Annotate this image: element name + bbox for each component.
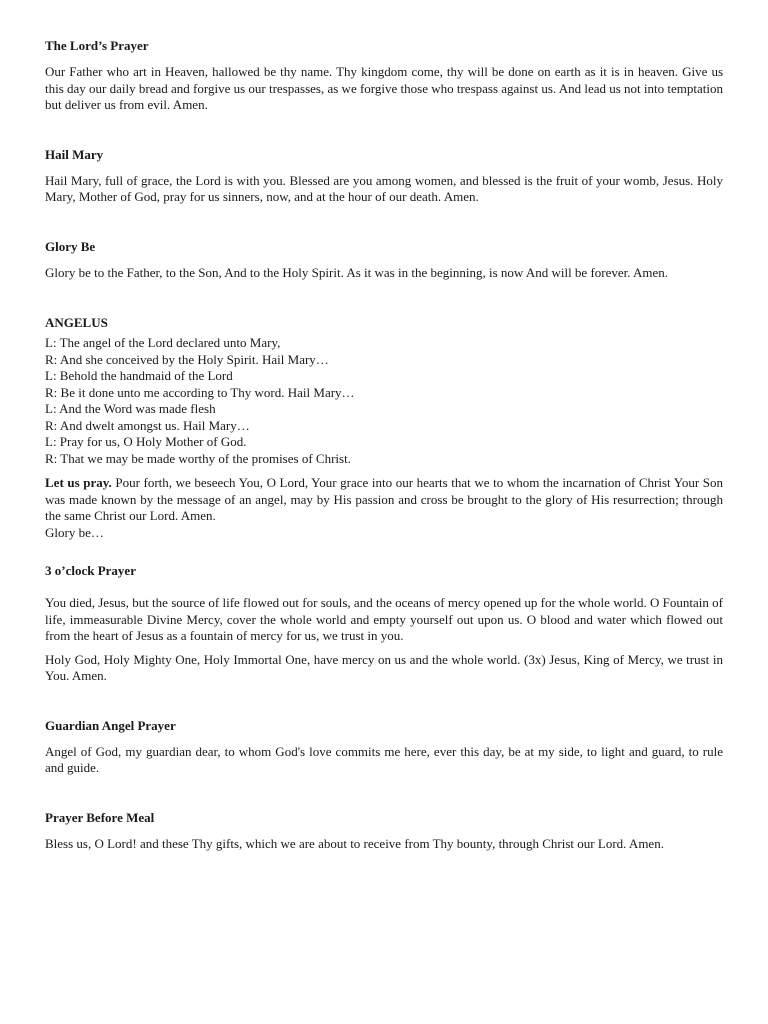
prayer-text: Hail Mary, full of grace, the Lord is with you. Blessed are you among women, and blessed is the fruit of your womb, Jesus. Holy Mary, Mother of God, pray for us sinners, now, and at the hour of our death. Amen. — [45, 172, 723, 204]
angelus-closing: Glory be… — [45, 524, 104, 540]
prayer-text: Glory be to the Father, to the Son, And to the Holy Spirit. As it was in the beginning, is now And will be forever. Amen. — [45, 264, 669, 280]
prayer-text: Our Father who art in Heaven, hallowed be thy name. Thy kingdom come, thy will be done on earth as it is in heaven. Give us this day our daily bread and forgive us our trespasses, as we forgive those who trespass against us. And lead us not into temptation but deliver us from evil. Amen. — [45, 64, 723, 112]
section-title: Glory Be — [45, 238, 96, 254]
section-title: Hail Mary — [45, 146, 104, 162]
prayer-text: You died, Jesus, but the source of life flowed out for souls, and the oceans of mercy opened up for the whole world. O Fountain of life, immeasurable Divine Mercy, cover the whole world and empty yourself out upon us. O blood and water which flowed out from the heart of Jesus as a fountain of mercy for us, we trust in you. — [45, 595, 723, 643]
section-prayer-before-meal — [45, 810, 723, 853]
angelus-line: L: The angel of the Lord declared unto Mary, — [45, 335, 281, 350]
angelus-line: R: Be it done unto me according to Thy word. Hail Mary… — [45, 384, 355, 400]
angelus-prayer-body: Pour forth, we beseech You, O Lord, Your grace into our hearts that we to whom the incarnation of Christ Your Son was made known by the message of an angel, may by His passion and cross be brought to the glory of His resurrection; through the same Christ our Lord. Amen. — [45, 475, 724, 523]
angelus-line: R: And dwelt amongst us. Hail Mary… — [45, 417, 250, 433]
angelus-line: L: Behold the handmaid of the Lord — [45, 368, 233, 383]
prayer-text: Bless us, O Lord! and these Thy gifts, which we are about to receive from Thy bounty, through Christ our Lord. Amen. — [45, 835, 664, 851]
angelus-line: L: And the Word was made flesh — [45, 401, 216, 416]
document-page — [45, 38, 723, 852]
section-title: Guardian Angel Prayer — [45, 717, 176, 733]
section-glory-be — [45, 239, 723, 282]
section-title: The Lord’s Prayer — [45, 38, 149, 53]
angelus-line: R: That we may be made worthy of the promises of Christ. — [45, 450, 351, 466]
angelus-prayer-text — [45, 475, 723, 525]
section-title: 3 o’clock Prayer — [45, 563, 136, 578]
angelus-line: L: Pray for us, O Holy Mother of God. — [45, 434, 247, 449]
prayer-text: Holy God, Holy Mighty One, Holy Immortal One, have mercy on us and the whole world. (3x) Jesus, King of Mercy, we trust in You. Amen. — [45, 651, 723, 683]
section-angelus — [45, 315, 723, 541]
section-hail-mary — [45, 147, 723, 206]
section-title: Prayer Before Meal — [45, 809, 155, 825]
prayer-text: Angel of God, my guardian dear, to whom God's love commits me here, ever this day, be at my side, to light and guard, to rule and guide. — [45, 743, 723, 775]
section-lords-prayer — [45, 38, 723, 114]
angelus-line: R: And she conceived by the Holy Spirit. Hail Mary… — [45, 351, 329, 367]
section-title: ANGELUS — [45, 315, 108, 330]
let-us-pray-lead: Let us pray. — [45, 475, 112, 490]
section-guardian-angel-prayer — [45, 718, 723, 777]
section-three-oclock-prayer — [45, 563, 723, 685]
